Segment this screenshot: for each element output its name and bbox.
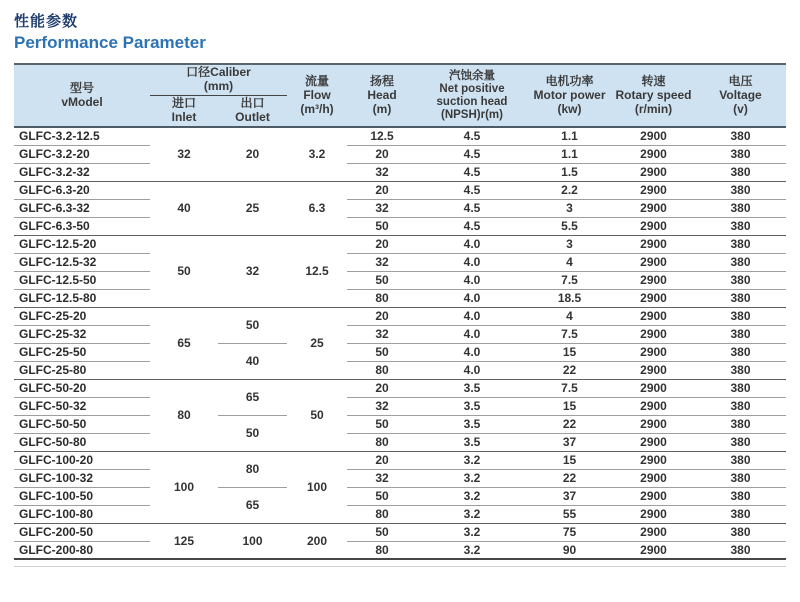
model-cell: GLFC-50-20 — [14, 379, 150, 397]
table-row — [14, 397, 786, 415]
npsh-cell: 4.0 — [417, 307, 527, 325]
inlet-cell: 100 — [150, 451, 218, 523]
npsh-cell: 3.5 — [417, 433, 527, 451]
model-cell: GLFC-6.3-50 — [14, 217, 150, 235]
col-header-model: 型号 vModel — [14, 64, 150, 127]
voltage-cell: 380 — [695, 541, 786, 559]
table-row — [14, 253, 786, 271]
power-cell: 22 — [527, 361, 612, 379]
speed-cell: 2900 — [612, 343, 695, 361]
table-row — [14, 505, 786, 523]
flow-cell: 12.5 — [287, 235, 347, 307]
npsh-cell: 3.2 — [417, 523, 527, 541]
voltage-cell: 380 — [695, 379, 786, 397]
head-cell: 80 — [347, 361, 417, 379]
model-cell: GLFC-100-32 — [14, 469, 150, 487]
speed-cell: 2900 — [612, 397, 695, 415]
voltage-cell: 380 — [695, 469, 786, 487]
speed-cell: 2900 — [612, 181, 695, 199]
model-cell: GLFC-50-32 — [14, 397, 150, 415]
voltage-cell: 380 — [695, 397, 786, 415]
speed-cell: 2900 — [612, 469, 695, 487]
outlet-cell: 32 — [218, 235, 287, 307]
head-cell: 50 — [347, 217, 417, 235]
outlet-cell: 100 — [218, 523, 287, 559]
npsh-cell: 4.5 — [417, 217, 527, 235]
speed-cell: 2900 — [612, 271, 695, 289]
npsh-cell: 4.0 — [417, 289, 527, 307]
table-row — [14, 325, 786, 343]
model-cell: GLFC-12.5-50 — [14, 271, 150, 289]
head-cell: 50 — [347, 487, 417, 505]
outlet-cell: 50 — [218, 307, 287, 343]
col-header-speed: 转速 Rotary speed (r/min) — [612, 64, 695, 127]
head-cell: 12.5 — [347, 127, 417, 145]
table-row — [14, 127, 786, 145]
outlet-cell: 80 — [218, 451, 287, 487]
flow-cell: 50 — [287, 379, 347, 451]
outlet-cell: 50 — [218, 415, 287, 451]
speed-cell: 2900 — [612, 415, 695, 433]
table-row — [14, 217, 786, 235]
voltage-cell: 380 — [695, 487, 786, 505]
voltage-cell: 380 — [695, 433, 786, 451]
head-cell: 50 — [347, 523, 417, 541]
npsh-cell: 4.0 — [417, 361, 527, 379]
col-header-caliber: 口径Caliber (mm) — [150, 64, 287, 95]
speed-cell: 2900 — [612, 433, 695, 451]
voltage-cell: 380 — [695, 127, 786, 145]
head-cell: 80 — [347, 289, 417, 307]
model-cell: GLFC-50-50 — [14, 415, 150, 433]
power-cell: 3 — [527, 199, 612, 217]
npsh-cell: 4.0 — [417, 271, 527, 289]
npsh-cell: 3.2 — [417, 451, 527, 469]
head-cell: 50 — [347, 271, 417, 289]
table-bottom-rule — [14, 566, 786, 567]
table-row — [14, 271, 786, 289]
model-cell: GLFC-3.2-32 — [14, 163, 150, 181]
speed-cell: 2900 — [612, 451, 695, 469]
voltage-cell: 380 — [695, 145, 786, 163]
head-cell: 80 — [347, 433, 417, 451]
inlet-cell: 50 — [150, 235, 218, 307]
table-row — [14, 199, 786, 217]
model-cell: GLFC-25-20 — [14, 307, 150, 325]
inlet-cell: 40 — [150, 181, 218, 235]
inlet-cell: 80 — [150, 379, 218, 451]
speed-cell: 2900 — [612, 541, 695, 559]
page-title-english: Performance Parameter — [14, 33, 206, 52]
power-cell: 75 — [527, 523, 612, 541]
flow-cell: 3.2 — [287, 127, 347, 181]
speed-cell: 2900 — [612, 289, 695, 307]
npsh-cell: 4.5 — [417, 181, 527, 199]
power-cell: 22 — [527, 415, 612, 433]
model-cell: GLFC-200-50 — [14, 523, 150, 541]
voltage-cell: 380 — [695, 289, 786, 307]
npsh-cell: 4.5 — [417, 145, 527, 163]
model-cell: GLFC-50-80 — [14, 433, 150, 451]
power-cell: 90 — [527, 541, 612, 559]
model-cell: GLFC-6.3-20 — [14, 181, 150, 199]
voltage-cell: 380 — [695, 415, 786, 433]
voltage-cell: 380 — [695, 271, 786, 289]
speed-cell: 2900 — [612, 523, 695, 541]
table-row — [14, 451, 786, 469]
model-cell: GLFC-100-20 — [14, 451, 150, 469]
table-row — [14, 487, 786, 505]
npsh-cell: 4.5 — [417, 127, 527, 145]
head-cell: 32 — [347, 163, 417, 181]
npsh-cell: 4.0 — [417, 253, 527, 271]
power-cell: 1.5 — [527, 163, 612, 181]
npsh-cell: 3.2 — [417, 505, 527, 523]
head-cell: 50 — [347, 343, 417, 361]
head-cell: 32 — [347, 469, 417, 487]
model-cell: GLFC-3.2-20 — [14, 145, 150, 163]
col-header-power: 电机功率 Motor power (kw) — [527, 64, 612, 127]
voltage-cell: 380 — [695, 343, 786, 361]
model-cell: GLFC-6.3-32 — [14, 199, 150, 217]
table-row — [14, 145, 786, 163]
table-body — [14, 127, 786, 559]
table-row — [14, 415, 786, 433]
table-header — [14, 64, 786, 127]
npsh-cell: 3.2 — [417, 469, 527, 487]
speed-cell: 2900 — [612, 235, 695, 253]
model-cell: GLFC-25-50 — [14, 343, 150, 361]
power-cell: 7.5 — [527, 379, 612, 397]
power-cell: 3 — [527, 235, 612, 253]
voltage-cell: 380 — [695, 307, 786, 325]
speed-cell: 2900 — [612, 325, 695, 343]
col-header-head: 扬程 Head (m) — [347, 64, 417, 127]
head-cell: 20 — [347, 451, 417, 469]
npsh-cell: 4.5 — [417, 163, 527, 181]
speed-cell: 2900 — [612, 307, 695, 325]
speed-cell: 2900 — [612, 127, 695, 145]
col-header-outlet: 出口 Outlet — [218, 96, 287, 127]
power-cell: 2.2 — [527, 181, 612, 199]
performance-table — [14, 63, 786, 560]
table-row — [14, 163, 786, 181]
outlet-cell: 65 — [218, 487, 287, 523]
flow-cell: 6.3 — [287, 181, 347, 235]
table-row — [14, 541, 786, 559]
model-cell: GLFC-100-80 — [14, 505, 150, 523]
speed-cell: 2900 — [612, 145, 695, 163]
head-cell: 32 — [347, 253, 417, 271]
power-cell: 18.5 — [527, 289, 612, 307]
voltage-cell: 380 — [695, 199, 786, 217]
voltage-cell: 380 — [695, 181, 786, 199]
power-cell: 7.5 — [527, 325, 612, 343]
col-header-npsh: 汽蚀余量 Net positive suction head (NPSH)r(m) — [417, 64, 527, 127]
table-row — [14, 289, 786, 307]
head-cell: 20 — [347, 379, 417, 397]
voltage-cell: 380 — [695, 235, 786, 253]
voltage-cell: 380 — [695, 523, 786, 541]
voltage-cell: 380 — [695, 451, 786, 469]
page-title-chinese: 性能参数 — [14, 13, 79, 30]
model-cell: GLFC-12.5-32 — [14, 253, 150, 271]
power-cell: 15 — [527, 451, 612, 469]
flow-cell: 25 — [287, 307, 347, 379]
table-row — [14, 469, 786, 487]
table-row — [14, 379, 786, 397]
power-cell: 4 — [527, 307, 612, 325]
model-cell: GLFC-100-50 — [14, 487, 150, 505]
power-cell: 5.5 — [527, 217, 612, 235]
voltage-cell: 380 — [695, 253, 786, 271]
speed-cell: 2900 — [612, 379, 695, 397]
outlet-cell: 25 — [218, 181, 287, 235]
voltage-cell: 380 — [695, 505, 786, 523]
npsh-cell: 3.2 — [417, 487, 527, 505]
power-cell: 4 — [527, 253, 612, 271]
outlet-cell: 65 — [218, 379, 287, 415]
npsh-cell: 3.5 — [417, 397, 527, 415]
npsh-cell: 4.0 — [417, 235, 527, 253]
speed-cell: 2900 — [612, 505, 695, 523]
power-cell: 37 — [527, 487, 612, 505]
voltage-cell: 380 — [695, 217, 786, 235]
head-cell: 80 — [347, 505, 417, 523]
voltage-cell: 380 — [695, 163, 786, 181]
npsh-cell: 4.0 — [417, 343, 527, 361]
npsh-cell: 3.5 — [417, 379, 527, 397]
model-cell: GLFC-25-32 — [14, 325, 150, 343]
npsh-cell: 3.5 — [417, 415, 527, 433]
head-cell: 80 — [347, 541, 417, 559]
speed-cell: 2900 — [612, 217, 695, 235]
head-cell: 20 — [347, 145, 417, 163]
voltage-cell: 380 — [695, 361, 786, 379]
flow-cell: 100 — [287, 451, 347, 523]
speed-cell: 2900 — [612, 199, 695, 217]
col-header-inlet: 进口 Inlet — [150, 96, 218, 127]
speed-cell: 2900 — [612, 163, 695, 181]
inlet-cell: 32 — [150, 127, 218, 181]
speed-cell: 2900 — [612, 361, 695, 379]
inlet-cell: 125 — [150, 523, 218, 559]
head-cell: 20 — [347, 181, 417, 199]
outlet-cell: 40 — [218, 343, 287, 379]
model-cell: GLFC-12.5-20 — [14, 235, 150, 253]
model-cell: GLFC-3.2-12.5 — [14, 127, 150, 145]
col-header-flow: 流量 Flow (m³/h) — [287, 64, 347, 127]
npsh-cell: 4.0 — [417, 325, 527, 343]
head-cell: 20 — [347, 307, 417, 325]
npsh-cell: 4.5 — [417, 199, 527, 217]
power-cell: 22 — [527, 469, 612, 487]
head-cell: 50 — [347, 415, 417, 433]
table-row — [14, 181, 786, 199]
table-row — [14, 361, 786, 379]
inlet-cell: 65 — [150, 307, 218, 379]
model-cell: GLFC-200-80 — [14, 541, 150, 559]
power-cell: 55 — [527, 505, 612, 523]
head-cell: 20 — [347, 235, 417, 253]
outlet-cell: 20 — [218, 127, 287, 181]
table-row — [14, 433, 786, 451]
table-row — [14, 235, 786, 253]
power-cell: 1.1 — [527, 145, 612, 163]
voltage-cell: 380 — [695, 325, 786, 343]
model-cell: GLFC-25-80 — [14, 361, 150, 379]
power-cell: 1.1 — [527, 127, 612, 145]
power-cell: 7.5 — [527, 271, 612, 289]
head-cell: 32 — [347, 325, 417, 343]
power-cell: 15 — [527, 343, 612, 361]
head-cell: 32 — [347, 397, 417, 415]
table-row — [14, 307, 786, 325]
power-cell: 15 — [527, 397, 612, 415]
speed-cell: 2900 — [612, 253, 695, 271]
flow-cell: 200 — [287, 523, 347, 559]
table-row — [14, 523, 786, 541]
speed-cell: 2900 — [612, 487, 695, 505]
table-row — [14, 343, 786, 361]
col-header-voltage: 电压 Voltage (v) — [695, 64, 786, 127]
npsh-cell: 3.2 — [417, 541, 527, 559]
power-cell: 37 — [527, 433, 612, 451]
model-cell: GLFC-12.5-80 — [14, 289, 150, 307]
head-cell: 32 — [347, 199, 417, 217]
